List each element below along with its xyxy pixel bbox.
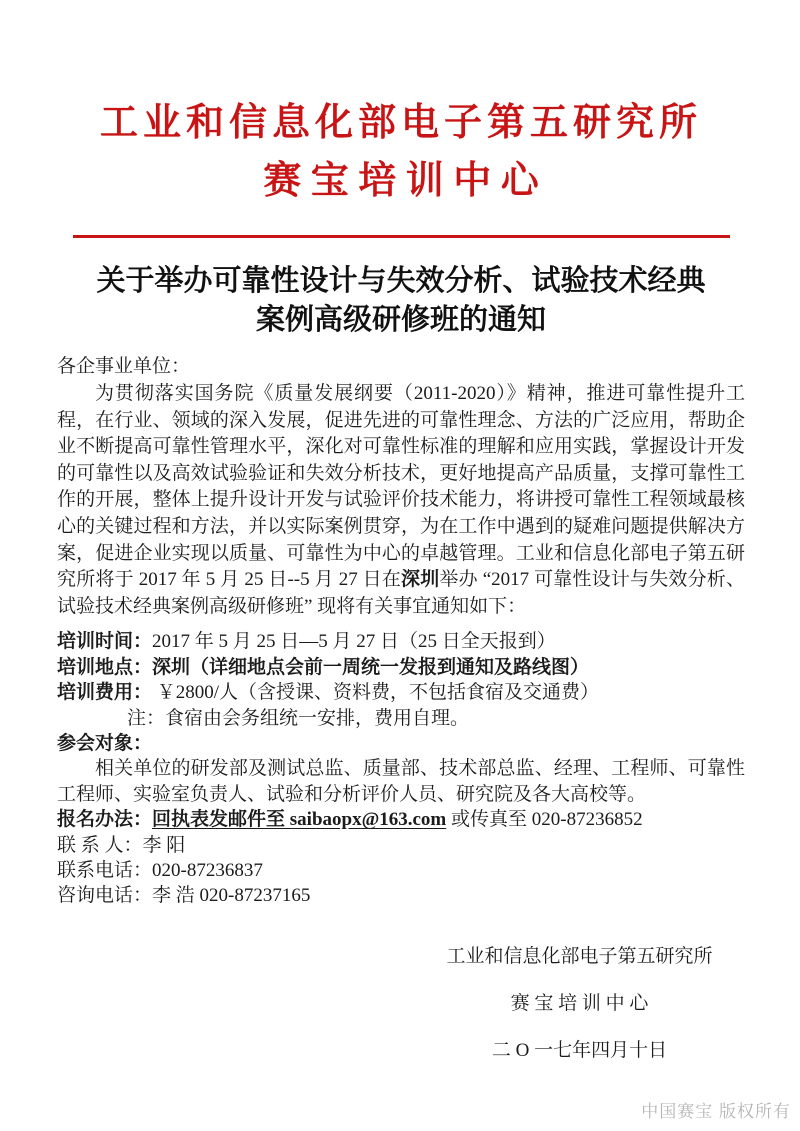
signature-block bbox=[439, 933, 720, 1074]
signup-email-text: 回执表发邮件至 saibaopx@163.com bbox=[152, 809, 447, 831]
signature-center: 赛 宝 培 训 中 心 bbox=[510, 992, 649, 1014]
consult-phone-label: 咨询电话： bbox=[57, 885, 153, 907]
training-place-value: 深圳（详细地点会前一周统一发报到通知及路线图） bbox=[152, 656, 590, 678]
training-place-row bbox=[57, 655, 745, 680]
org-title-line1: 工业和信息化部电子第五研究所 bbox=[99, 102, 702, 144]
contact-person-label: 联 系 人： bbox=[57, 834, 143, 856]
training-fee-label: 培训费用： bbox=[57, 682, 153, 704]
training-fee-value: ￥2800/人（含授课、资料费，不包括食宿及交通费） bbox=[152, 682, 600, 704]
signup-fax-text: 或传真至 020-87236852 bbox=[446, 809, 643, 831]
signature-date: 二 O 一七年四月十日 bbox=[491, 1039, 668, 1061]
details-block bbox=[57, 629, 745, 908]
notice-title-line1: 关于举办可靠性设计与失效分析、试验技术经典 bbox=[96, 265, 706, 297]
notice-body bbox=[57, 353, 745, 1074]
training-fee-row bbox=[57, 680, 745, 705]
signup-label: 报名办法： bbox=[57, 809, 153, 831]
intro-text-1: 为贯彻落实国务院《质量发展纲要（2011-2020）》精神，推进可靠性提升工程，在行业、领域的深入发展，促进先进的可靠性理念、方法的广泛应用，帮助企业不断提高可靠性管理水平，深化对可靠性标准的理解和应用实践，掌握设计开发的可靠性以及高效试验验证和失效分析技术，更好地提高产品质量，支撑可靠性工作的开展，整体上提升设计开发与试验评价技术能力，将讲授可靠性工程领域最核心的关键过程和方法，并以实际案例贯穿，为在工作中遇到的疑难问题提供解决方案，促进企业实现以质量、可靠性为中心的卓越管理。工业和信息化部电子第五研究所将于 2017 年 5 月 25 日--5 月 27 日在 bbox=[57, 383, 745, 591]
notice-title-line2: 案例高级研修班的通知 bbox=[255, 304, 546, 336]
notice-title bbox=[57, 262, 745, 340]
contact-phone-label: 联系电话： bbox=[57, 860, 153, 881]
intro-paragraph bbox=[57, 381, 745, 620]
org-title-line2: 赛 宝 培 训 中 心 bbox=[263, 159, 539, 202]
training-time-label: 培训时间： bbox=[57, 631, 153, 653]
contact-phone-value: 020-87236837 bbox=[152, 860, 263, 881]
header-divider bbox=[73, 235, 730, 238]
training-time-row bbox=[57, 629, 745, 654]
training-time-value: 2017 年 5 月 25 日—5 月 27 日（25 日全天报到） bbox=[152, 631, 556, 653]
copyright-watermark: 中国赛宝 版权所有 bbox=[641, 1102, 791, 1121]
contact-person-value: 李 阳 bbox=[142, 834, 186, 856]
training-place-label: 培训地点： bbox=[57, 656, 153, 678]
salutation: 各企事业单位： bbox=[57, 356, 191, 377]
fee-note-text: 注：食宿由会务组统一安排，费用自理。 bbox=[127, 707, 470, 729]
signature-org: 工业和信息化部电子第五研究所 bbox=[446, 945, 713, 967]
contact-phone-row bbox=[57, 858, 745, 883]
audience-label-row bbox=[57, 731, 745, 756]
consult-phone-value: 李 浩 020-87237165 bbox=[152, 885, 311, 907]
intro-text-2: 举办 “2017 可靠性设计与失效分析、试验技术经典案例高级研修班” 现将有关事宜通知如下： bbox=[57, 569, 745, 617]
audience-paragraph: 相关单位的研发部及测试总监、质量部、技术部总监、经理、工程师、可靠性工程师、实验室负责人、试验和分析评价人员、研究院及各大高校等。 bbox=[57, 758, 745, 805]
contact-person-row bbox=[57, 833, 745, 858]
fee-note-row bbox=[57, 706, 745, 731]
consult-phone-row bbox=[57, 883, 745, 908]
audience-label: 参会对象： bbox=[57, 732, 153, 754]
city-emphasis: 深圳 bbox=[401, 569, 440, 591]
signup-row bbox=[57, 807, 745, 832]
